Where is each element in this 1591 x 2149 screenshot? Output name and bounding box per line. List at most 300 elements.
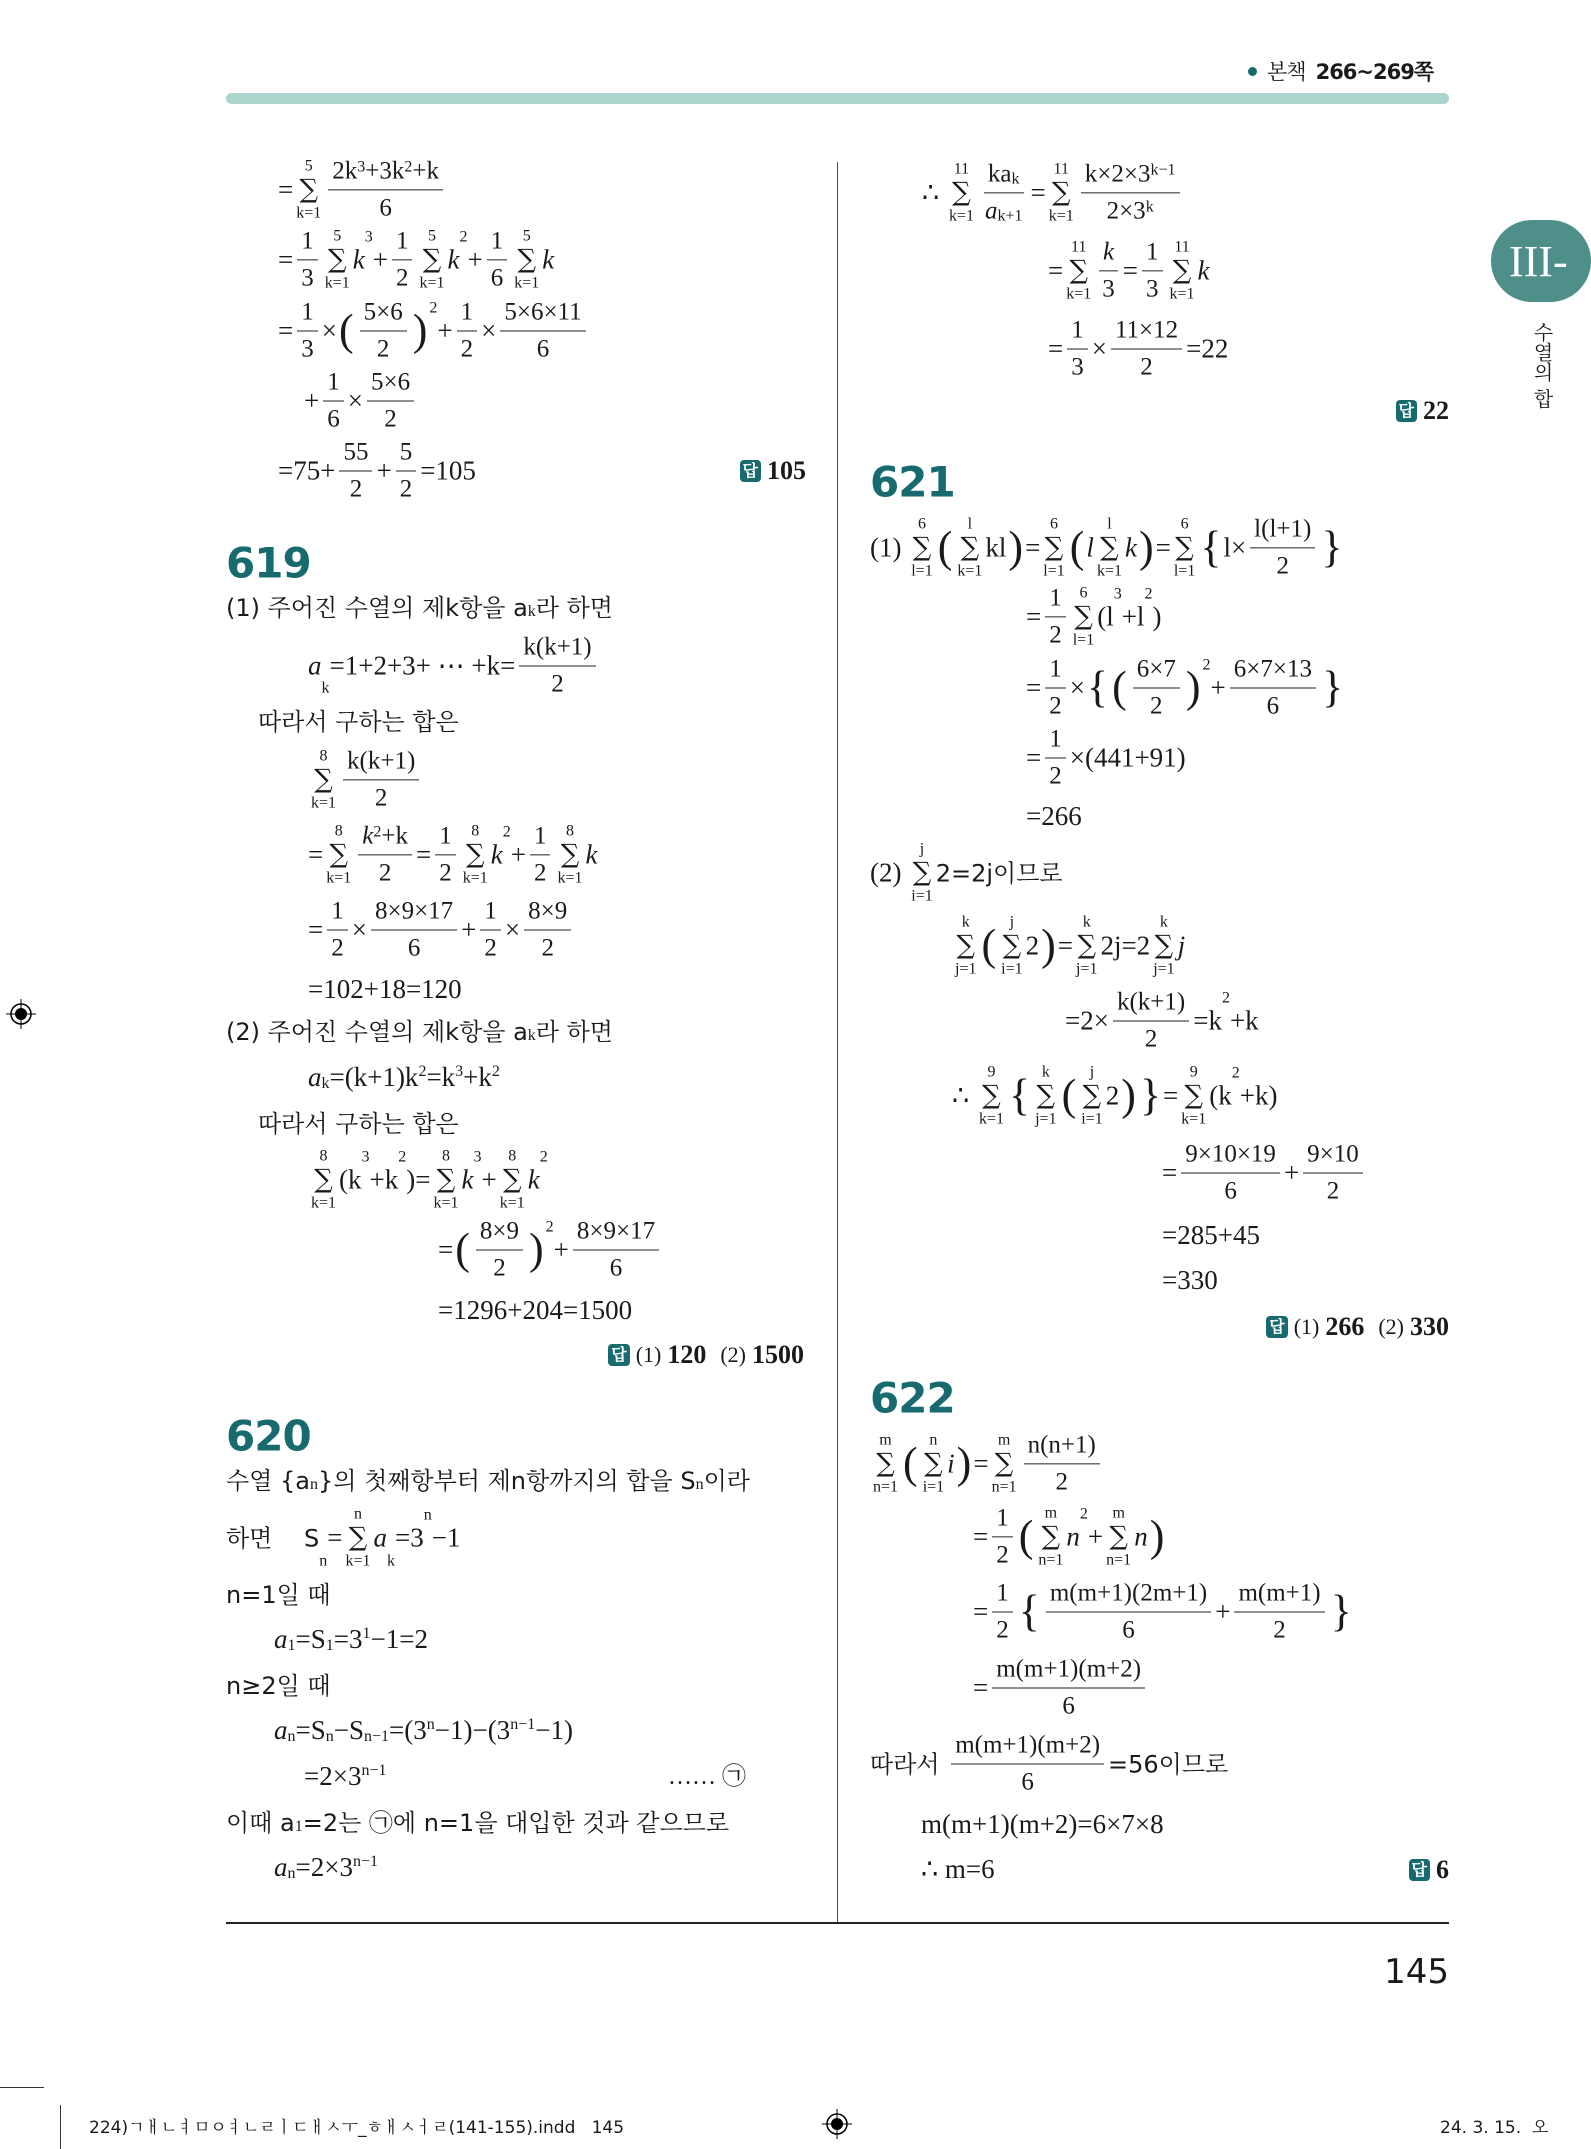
math-line <box>870 1430 1104 1497</box>
math-text: (l <box>1097 601 1114 632</box>
delimiter: ( <box>1112 662 1127 712</box>
fraction-numerator <box>992 1579 1013 1613</box>
math-text: ∴ m=6 <box>921 1854 995 1885</box>
math-text: =75+ <box>278 455 336 486</box>
math-text: = <box>415 839 432 870</box>
math-text: j <box>1177 930 1186 961</box>
math-text: =2는 ㉠에 n=1을 대입한 것과 같으므로 <box>302 1809 730 1837</box>
answer-value: 330 <box>1410 1312 1449 1341</box>
math-text: k×2×3 <box>1084 160 1151 188</box>
math-text: (1) <box>870 532 909 563</box>
math-text: −1)−(3 <box>434 1715 511 1746</box>
math-text: 따라서 <box>870 1750 948 1778</box>
math-text: =102+18=120 <box>308 974 462 1005</box>
math-text: −1) <box>535 1715 573 1746</box>
fraction-numerator <box>327 897 348 931</box>
math-text: = <box>973 1672 989 1703</box>
math-line <box>226 1808 729 1838</box>
math-text: = <box>278 174 294 205</box>
summation <box>500 1146 525 1213</box>
math-text: × <box>1069 672 1085 703</box>
math-text: 2 <box>331 934 344 962</box>
answer-badge: 답 <box>1409 1859 1430 1881</box>
fraction-denominator <box>480 931 501 964</box>
math-text: 1 <box>439 822 452 850</box>
math-line <box>1048 316 1228 383</box>
math-text: 1 <box>331 897 344 925</box>
summation <box>419 226 444 293</box>
sum-lower-limit: j=1 <box>1075 960 1098 978</box>
sum-upper-limit: 6 <box>1050 515 1059 533</box>
superscript: n−1 <box>361 1762 387 1780</box>
math-text: n <box>1134 1521 1148 1552</box>
math-text: 2 <box>460 335 474 363</box>
math-text: 3 <box>1146 275 1159 303</box>
math-text: 1 <box>490 227 504 255</box>
sum-lower-limit: k=1 <box>419 274 445 292</box>
math-text: 2 <box>1140 353 1153 381</box>
subscript: k <box>527 603 536 621</box>
sum-lower-limit: k=1 <box>1048 207 1074 225</box>
sum-lower-limit: k=1 <box>1169 285 1195 303</box>
math-text: 1 <box>460 298 474 326</box>
delimiter: ( <box>1061 1070 1077 1120</box>
superscript: 2 <box>404 158 413 176</box>
fraction <box>992 1579 1013 1646</box>
math-text: 3 <box>301 264 314 292</box>
math-text: +k <box>369 1164 399 1195</box>
fraction <box>396 438 417 505</box>
fraction-numerator <box>487 226 508 260</box>
sum-upper-limit: m <box>997 1431 1011 1449</box>
summation <box>1073 583 1094 650</box>
sum-upper-limit: 11 <box>1071 238 1087 256</box>
superscript: k <box>1145 198 1154 216</box>
math-text: =285+45 <box>1162 1220 1260 1251</box>
sigma-icon: ∑ <box>1041 1521 1061 1552</box>
sigma-icon: ∑ <box>1077 930 1096 961</box>
fraction <box>1081 159 1180 226</box>
math-text: 6 <box>536 335 550 363</box>
answer-622 <box>1409 1855 1449 1885</box>
math-line <box>308 973 462 1007</box>
math-text: n <box>1066 1521 1080 1552</box>
summation <box>1038 1503 1063 1570</box>
fraction <box>519 633 595 700</box>
answer-618 <box>740 456 806 486</box>
math-text: k <box>352 244 365 275</box>
fraction <box>323 368 344 435</box>
sum-lower-limit: k=1 <box>311 1194 337 1212</box>
math-text: k <box>1197 255 1210 286</box>
sum-upper-limit: 8 <box>471 822 480 840</box>
fraction <box>371 897 457 964</box>
math-text: k <box>447 244 460 275</box>
math-text: ka <box>987 160 1012 188</box>
subscript: n−1 <box>364 1728 390 1746</box>
fraction-denominator <box>487 260 508 293</box>
print-file-info: 224)ㄱㅐㄴㅕㅁㅇㅕㄴㄹㅣㄷㅐㅅㅜ_ㅎㅐㅅㅓㄹ(141-155).indd 145 <box>89 2118 625 2138</box>
math-text: = <box>1025 532 1041 563</box>
page-number: 145 <box>1384 1952 1449 1992</box>
sum-lower-limit: j=1 <box>955 960 977 978</box>
math-line <box>304 1760 387 1794</box>
fraction-denominator <box>606 1251 627 1284</box>
fraction-denominator <box>457 332 478 365</box>
fraction-numerator <box>951 1731 1104 1765</box>
summation <box>1174 514 1195 581</box>
summation <box>1106 1503 1131 1570</box>
sigma-icon: ∑ <box>1184 1080 1203 1111</box>
fraction <box>992 1503 1013 1570</box>
fraction-numerator <box>371 897 457 931</box>
superscript: n−1 <box>352 1853 378 1871</box>
summation <box>296 156 321 223</box>
superscript: 2 <box>398 1148 407 1166</box>
answer-badge: 답 <box>608 1344 629 1366</box>
math-line <box>1026 725 1186 792</box>
math-text: m(m+1)(2m+1) <box>1049 1579 1208 1607</box>
summation <box>992 1430 1017 1497</box>
math-text: 1 <box>1049 655 1062 683</box>
superscript: 2 <box>545 1218 554 1236</box>
math-text: l(l+1) <box>1254 515 1312 543</box>
fraction-denominator <box>380 402 401 435</box>
math-text: =(k+1)k <box>329 1062 419 1093</box>
math-text: =k <box>1193 1005 1222 1036</box>
superscript: 2 <box>373 823 382 841</box>
math-text: 2 <box>1055 1468 1068 1496</box>
summation <box>1043 514 1064 581</box>
math-text: 9×10 <box>1307 1140 1359 1168</box>
math-line <box>438 1217 663 1284</box>
fraction-denominator <box>530 855 551 888</box>
math-text: 2 <box>349 475 363 503</box>
summation <box>1076 912 1097 979</box>
sum-lower-limit: i=1 <box>911 887 933 905</box>
math-text: + <box>1210 672 1226 703</box>
math-text: 2 <box>493 1254 506 1282</box>
subscript: k <box>387 1552 395 1570</box>
math-line <box>1162 1219 1260 1253</box>
math-text: × <box>351 914 367 945</box>
bullet-dot-icon <box>1248 67 1257 76</box>
math-text: + <box>376 455 392 486</box>
math-line <box>952 912 1185 979</box>
math-text: × <box>1091 333 1107 364</box>
summation <box>345 1504 370 1571</box>
math-line <box>308 1061 500 1095</box>
math-text: k <box>542 244 555 275</box>
equation-marker: …… ㉠ <box>668 1764 746 1790</box>
fraction-numerator <box>992 1503 1013 1537</box>
delimiter: ( <box>338 305 354 355</box>
fraction-numerator <box>1234 1579 1324 1613</box>
summation <box>1035 1062 1056 1129</box>
math-text: ×(441+91) <box>1069 742 1186 773</box>
fraction-denominator <box>435 855 456 888</box>
delimiter: ) <box>1041 920 1056 970</box>
math-text: 1 <box>301 227 314 255</box>
sigma-icon: ∑ <box>982 1080 1001 1111</box>
subscript: n <box>287 1865 296 1883</box>
sum-lower-limit: i=1 <box>1081 1110 1103 1128</box>
column-divider <box>837 162 838 1922</box>
summation <box>311 1146 336 1213</box>
delimiter: { <box>1008 1070 1031 1120</box>
math-text: 하면 S <box>226 1523 320 1552</box>
math-text: 2 <box>1276 552 1289 580</box>
math-line <box>274 1623 428 1657</box>
sigma-icon: ∑ <box>1002 930 1022 961</box>
math-text: }의 첫째항부터 제n항까지의 합을 S <box>317 1467 696 1495</box>
math-text: =k <box>426 1062 456 1093</box>
delimiter: } <box>1321 522 1343 572</box>
math-text: l× <box>1223 532 1247 563</box>
delimiter: { <box>1086 662 1109 712</box>
fraction-denominator <box>489 1251 510 1284</box>
fraction <box>1303 1140 1363 1207</box>
fraction-numerator <box>297 298 318 332</box>
math-text: 8×9×17 <box>576 1217 656 1245</box>
math-text: 6 <box>1122 1616 1135 1644</box>
fraction-numerator <box>524 897 571 931</box>
math-line <box>226 1580 331 1610</box>
summation <box>911 839 932 906</box>
math-text: 11×12 <box>1114 316 1179 344</box>
fraction-denominator <box>537 931 558 964</box>
fraction <box>1045 725 1066 792</box>
math-text: × <box>481 315 497 346</box>
math-text: + <box>510 839 526 870</box>
math-line <box>278 156 447 223</box>
fraction-numerator <box>367 368 414 402</box>
fraction-denominator <box>1045 759 1066 792</box>
math-text: a <box>274 1715 288 1746</box>
math-text: a <box>308 650 322 681</box>
math-line <box>308 821 597 888</box>
math-text: =2×3 <box>304 1761 362 1792</box>
sum-lower-limit: k=1 <box>499 1194 525 1212</box>
math-text: 2 <box>996 1541 1009 1569</box>
fraction <box>358 821 412 888</box>
math-text: =105 <box>420 455 476 486</box>
sigma-icon: ∑ <box>1154 930 1174 961</box>
sum-lower-limit: k=1 <box>324 274 350 292</box>
math-text: = <box>438 1234 454 1265</box>
math-text: 2 <box>378 859 392 887</box>
sum-upper-limit: 8 <box>565 822 574 840</box>
summation <box>326 821 351 888</box>
summation <box>911 514 932 581</box>
fraction-denominator <box>297 332 318 365</box>
math-text: 1 <box>1049 725 1062 753</box>
math-text: = <box>327 1522 343 1553</box>
sum-upper-limit: 8 <box>442 1147 450 1165</box>
fraction-numerator <box>500 298 585 332</box>
fraction-denominator <box>323 402 344 435</box>
fraction <box>1046 1579 1211 1646</box>
fraction-denominator <box>373 332 394 365</box>
math-line <box>308 746 423 813</box>
fraction-denominator <box>533 332 554 365</box>
superscript: 2 <box>539 1148 548 1166</box>
subscript: k <box>321 1075 330 1093</box>
sum-lower-limit: k=1 <box>1181 1110 1207 1128</box>
delimiter: ) <box>956 1438 972 1488</box>
sigma-icon: ∑ <box>517 244 537 275</box>
delimiter: ( <box>903 1438 918 1488</box>
sigma-icon: ∑ <box>502 1164 522 1195</box>
fraction-denominator <box>1017 1765 1038 1798</box>
math-text: =2×3 <box>295 1852 353 1883</box>
math-text: 라 하면 <box>535 1018 613 1046</box>
answer-value: 105 <box>767 456 806 485</box>
registration-mark-icon <box>6 999 36 1029</box>
delimiter: ) <box>1149 1511 1165 1561</box>
math-line <box>308 633 600 700</box>
math-text: 2 <box>1049 621 1062 649</box>
math-text: ∴ <box>922 177 946 208</box>
sum-upper-limit: j <box>1009 913 1015 931</box>
math-text: × <box>321 315 337 346</box>
superscript: 3 <box>357 158 366 176</box>
fraction <box>1142 237 1163 304</box>
sigma-icon: ∑ <box>1172 255 1192 286</box>
fraction <box>1098 237 1119 304</box>
sigma-icon: ∑ <box>327 244 347 275</box>
sigma-icon: ∑ <box>422 244 442 275</box>
summation <box>873 1430 898 1497</box>
subscript: k <box>321 679 330 697</box>
fraction-denominator <box>992 1537 1013 1570</box>
sigma-icon: ∑ <box>1069 255 1089 286</box>
math-text: 1 <box>996 1504 1009 1532</box>
crop-mark <box>0 2087 44 2088</box>
math-text: 6 <box>1266 692 1280 720</box>
math-text: 라 하면 <box>535 594 613 622</box>
math-line <box>870 514 1344 581</box>
math-text: 2 <box>395 264 409 292</box>
sum-lower-limit: k=1 <box>326 869 352 887</box>
math-line <box>278 438 476 505</box>
summation <box>433 1146 458 1213</box>
math-text: = <box>308 839 324 870</box>
fraction <box>476 1217 523 1284</box>
math-text: 2 <box>996 1616 1009 1644</box>
math-line <box>1026 583 1161 650</box>
fraction-numerator <box>476 1217 523 1251</box>
superscript: n <box>423 1506 432 1524</box>
print-date: 24. 3. 15. 오 <box>1440 2118 1549 2138</box>
answer-value: 6 <box>1436 1855 1449 1884</box>
fraction <box>1045 583 1066 650</box>
math-text: = <box>1026 601 1042 632</box>
answer-value: 22 <box>1423 396 1449 425</box>
fraction-denominator <box>404 931 425 964</box>
fraction <box>573 1217 659 1284</box>
superscript: 2 <box>459 228 468 246</box>
problem-number-620: 620 <box>226 1411 311 1461</box>
summation <box>955 912 976 979</box>
math-text: + <box>461 914 477 945</box>
sum-lower-limit: k=1 <box>978 1110 1004 1128</box>
math-text: 2 <box>1150 692 1163 720</box>
delimiter: ) <box>1121 1070 1136 1120</box>
sum-upper-limit: k <box>1082 913 1091 931</box>
answer-621 <box>1266 1312 1449 1342</box>
superscript: 2 <box>1144 585 1153 603</box>
sigma-icon: ∑ <box>876 1448 895 1479</box>
math-text: k <box>1124 532 1137 563</box>
sum-lower-limit: k=1 <box>296 204 322 222</box>
math-text: 2 <box>541 934 554 962</box>
math-text: 55 <box>343 438 369 466</box>
registration-mark-icon <box>822 2109 852 2139</box>
math-text: × <box>504 914 521 945</box>
math-text: 2 <box>1049 762 1062 790</box>
math-text: k <box>362 822 374 850</box>
math-text: (k <box>1209 1080 1232 1111</box>
math-text: =3 <box>333 1624 363 1655</box>
math-text: 1 <box>533 822 547 850</box>
superscript: 2 <box>429 299 438 317</box>
math-line <box>870 839 1063 906</box>
fraction-denominator <box>375 855 396 888</box>
math-text: +3k <box>365 157 405 185</box>
math-line <box>438 1294 632 1328</box>
math-text: + <box>437 315 453 346</box>
chapter-tab <box>1491 220 1591 302</box>
math-line <box>226 1466 750 1496</box>
sigma-icon: ∑ <box>348 1522 368 1553</box>
delimiter: ( <box>937 522 953 572</box>
fraction-numerator <box>1045 655 1066 689</box>
delimiter: ) <box>529 1224 544 1274</box>
sum-lower-limit: n=1 <box>991 1478 1017 1496</box>
fraction <box>343 746 419 813</box>
math-text: 5×6 <box>363 298 403 326</box>
math-text: −1 <box>431 1522 461 1553</box>
fraction <box>360 298 407 365</box>
delimiter: { <box>1200 522 1222 572</box>
summation <box>1001 912 1022 979</box>
fraction-denominator <box>1067 350 1088 383</box>
sum-lower-limit: k=1 <box>462 869 488 887</box>
sum-lower-limit: k=1 <box>311 794 337 812</box>
answer-620 <box>1396 396 1449 426</box>
math-text: = <box>1026 672 1042 703</box>
math-text: a <box>274 1852 288 1883</box>
math-text: m(m+1) <box>1238 1579 1321 1607</box>
math-text: 2=2j이므로 <box>935 858 1063 887</box>
sum-lower-limit: k=1 <box>1066 285 1092 303</box>
math-text: 1 <box>1049 584 1062 612</box>
fraction-numerator <box>1024 1430 1100 1464</box>
sigma-icon: ∑ <box>314 764 333 795</box>
math-text: +k <box>412 157 439 185</box>
fraction-denominator <box>297 260 318 293</box>
sigma-icon: ∑ <box>952 177 971 208</box>
subscript: 1 <box>287 1637 296 1655</box>
math-text: 1 <box>395 227 409 255</box>
math-text: +k <box>381 822 408 850</box>
math-text: + <box>553 1234 569 1265</box>
answer-badge: 답 <box>1396 400 1417 422</box>
sum-upper-limit: m <box>1044 1504 1058 1522</box>
sum-upper-limit: 11 <box>953 160 970 178</box>
answer-619 <box>608 1340 804 1370</box>
